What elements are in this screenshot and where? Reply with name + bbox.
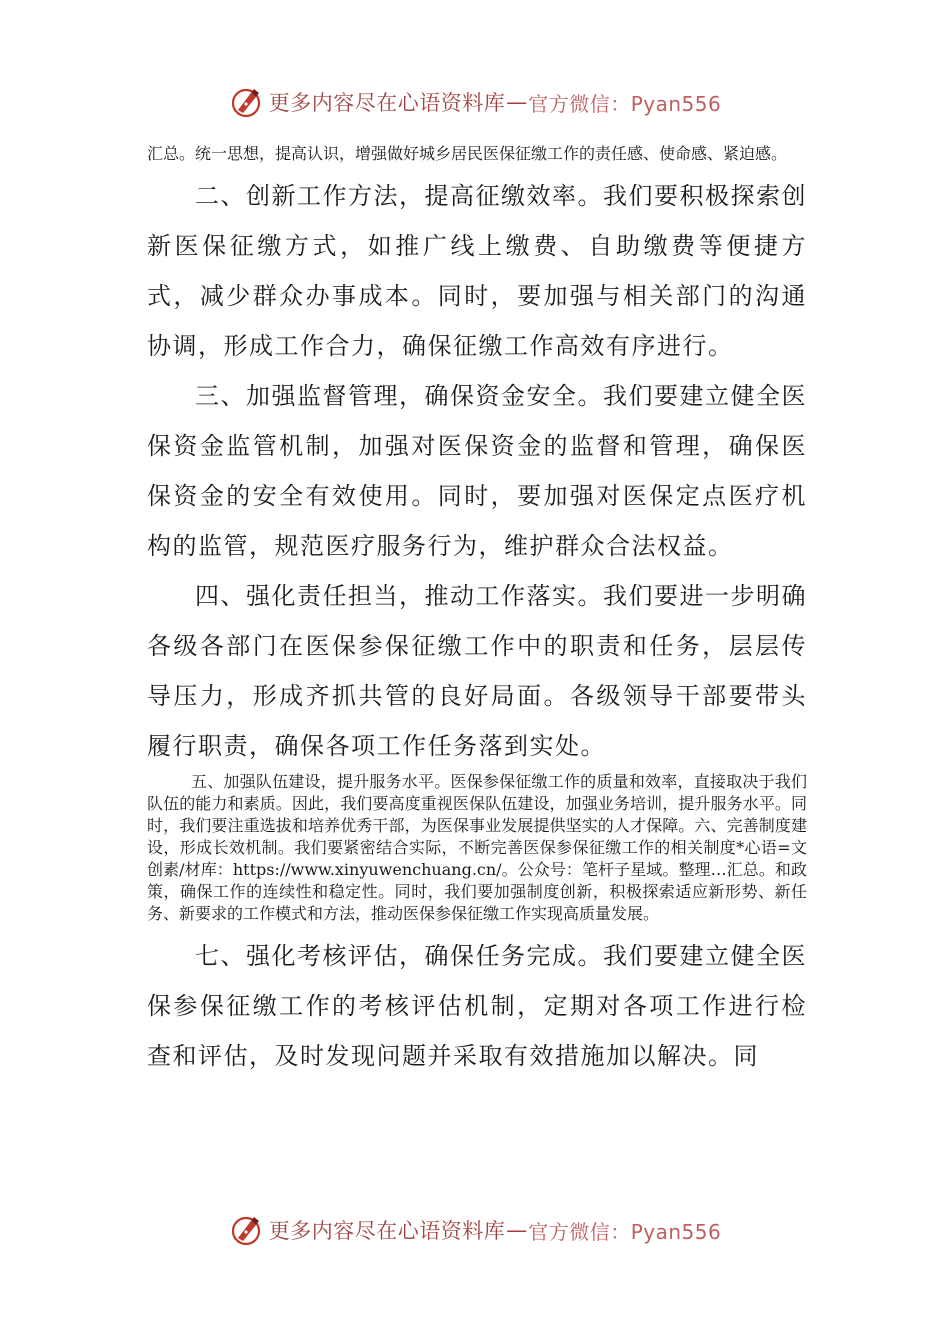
header-dash: — <box>506 90 528 114</box>
footer-wechat-account: 官方微信：Pyan556 <box>528 1219 722 1244</box>
pen-nib-logo-icon <box>229 84 265 120</box>
header-slogan: 更多内容尽在心语资料库 <box>268 91 506 115</box>
footer-banner <box>0 1208 950 1252</box>
paragraph-5-6: 五、加强队伍建设，提升服务水平。医保参保征缴工作的质量和效率，直接取决于我们队伍的能力和素质。因此，我们要高度重视医保队伍建设，加强业务培训，提升服务水平。同时，我们要注重选拔和培养优秀干部，为医保事业发展提供坚实的人才保障。六、完善制度建设，形成长效机制。我们要紧密结合实际，不断完善医保参保征缴工作的相关制度*心语=文创素/材库：https://www.xinyuwenchuang.cn/。公众号：笔杆子星域。整理…汇总。和政策，确保工作的连续性和稳定性。同时，我们要加强制度创新，积极探索适应新形势、新任务、新要求的工作模式和方法，推动医保参保征缴工作实现高质量发展。 <box>147 772 807 923</box>
footer-dash: — <box>506 1218 528 1242</box>
paragraph-3: 三、加强监督管理，确保资金安全。我们要建立健全医保资金监管机制，加强对医保资金的监督和管理，确保医保资金的安全有效使用。同时，要加强对医保定点医疗机构的监管，规范医疗服务行为，维护群众合法权益。 <box>147 382 807 560</box>
paragraph-7: 七、强化考核评估，确保任务完成。我们要建立健全医保参保征缴工作的考核评估机制，定期对各项工作进行检查和评估，及时发现问题并采取有效措施加以解决。同 <box>147 942 807 1070</box>
header-banner <box>0 80 950 124</box>
footer-slogan: 更多内容尽在心语资料库 <box>268 1219 506 1243</box>
document-body <box>147 143 807 1081</box>
intro-paragraph: 汇总。统一思想，提高认识，增强做好城乡居民医保征缴工作的责任感、使命感、紧迫感。 <box>147 144 788 163</box>
paragraph-4: 四、强化责任担当，推动工作落实。我们要进一步明确各级各部门在医保参保征缴工作中的职责和任务，层层传导压力，形成齐抓共管的良好局面。各级领导干部要带头履行职责，确保各项工作任务落到实处。 <box>147 582 807 760</box>
paragraph-2: 二、创新工作方法，提高征缴效率。我们要积极探索创新医保征缴方式，如推广线上缴费、自助缴费等便捷方式，减少群众办事成本。同时，要加强与相关部门的沟通协调，形成工作合力，确保征缴工作高效有序进行。 <box>147 182 807 360</box>
pen-nib-logo-icon <box>229 1212 265 1248</box>
header-wechat-account: 官方微信：Pyan556 <box>528 91 722 116</box>
